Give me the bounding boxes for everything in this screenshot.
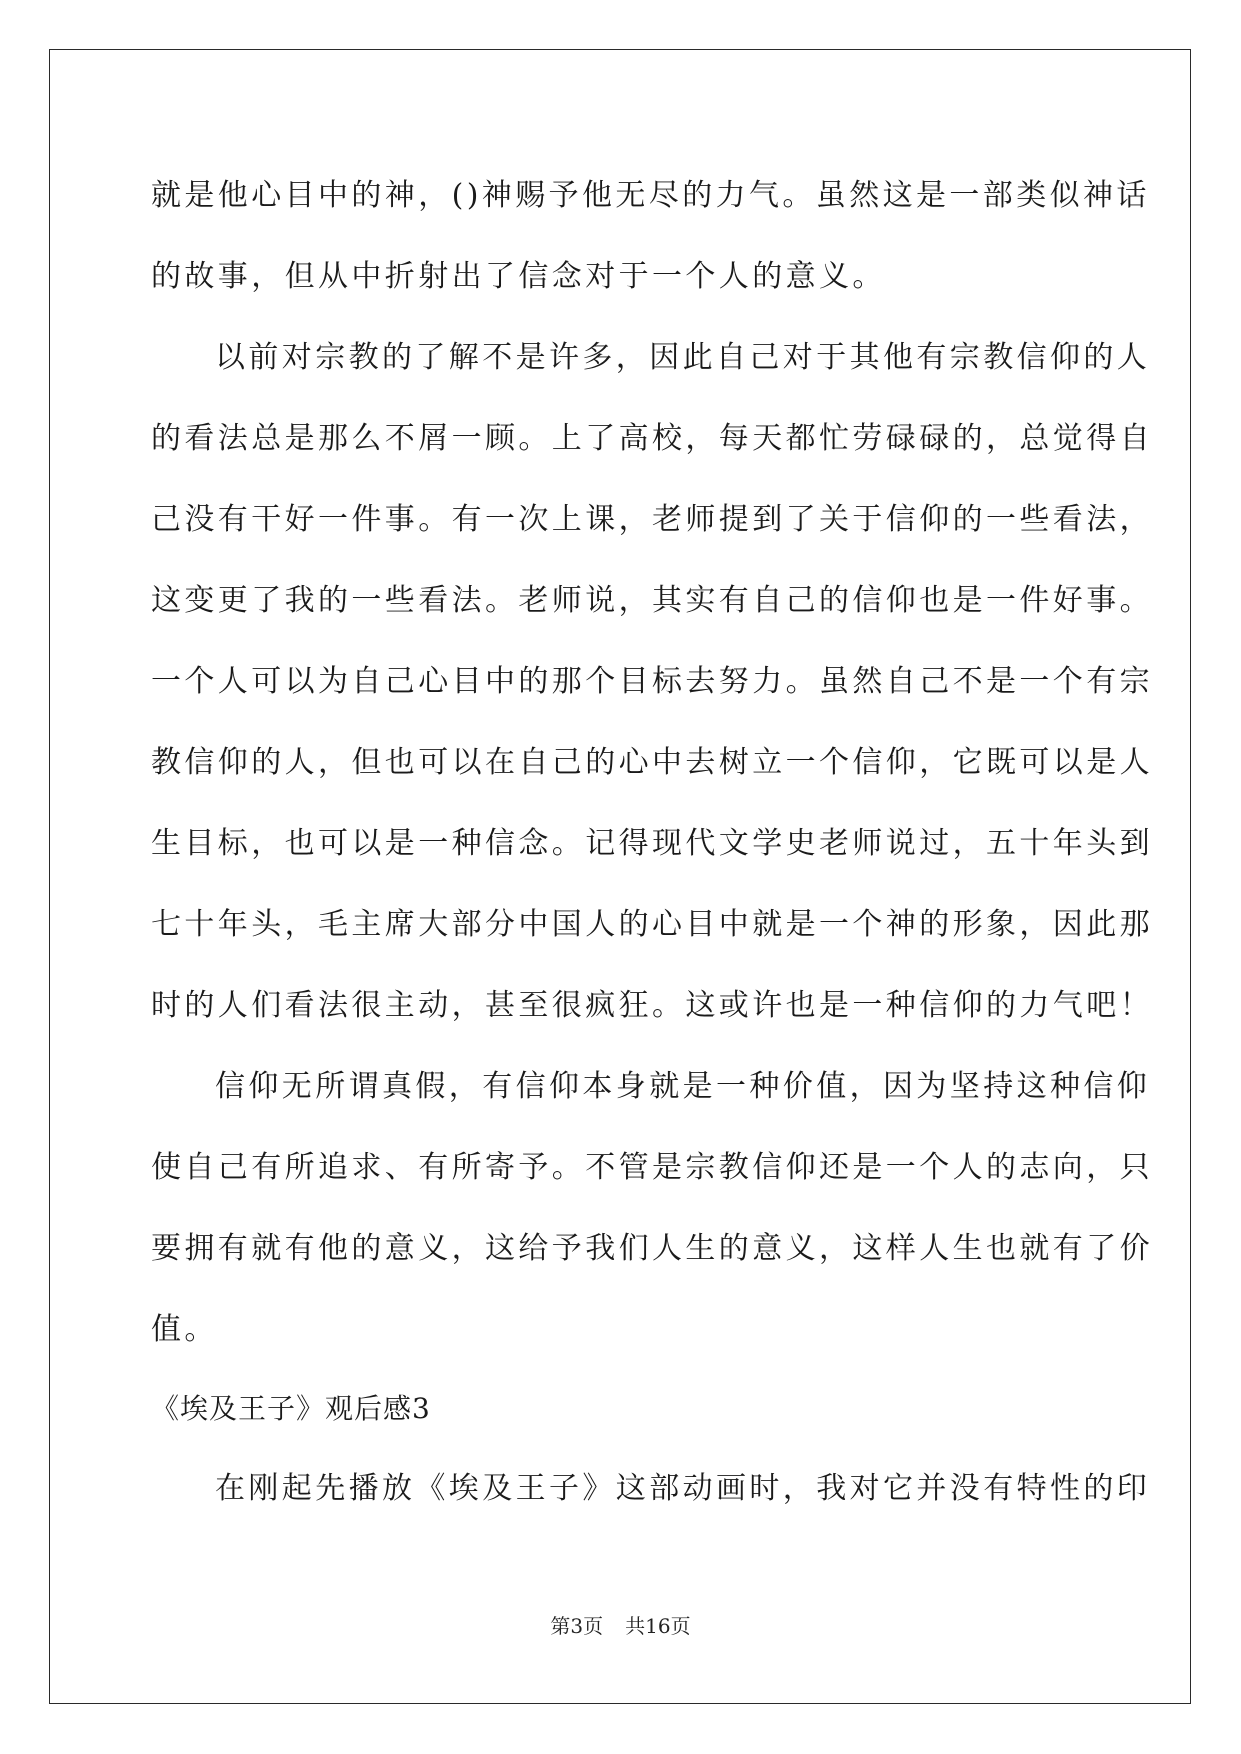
text-line: 的看法总是那么不屑一顾。上了高校，每天都忙劳碌碌的，总觉得自 [151,421,1153,456]
text-line: 要拥有就有他的意义，这给予我们人生的意义，这样人生也就有了价 [151,1231,1153,1266]
paragraph-3 [151,1046,1153,1370]
text-line: 就是他心目中的神，()神赐予他无尽的力气。虽然这是一部类似神话 [151,178,1150,213]
text-line: 使自己有所追求、有所寄予。不管是宗教信仰还是一个人的志向，只 [151,1150,1153,1185]
page-footer [0,1610,1241,1639]
section-heading: 《埃及王子》观后感3 [151,1392,431,1425]
paragraph-1 [151,155,1150,317]
text-line: 己没有干好一件事。有一次上课，老师提到了关于信仰的一些看法， [151,502,1153,537]
paragraph-2 [151,317,1153,1046]
text-line: 生目标，也可以是一种信念。记得现代文学史老师说过，五十年头到 [151,826,1153,861]
text-line: 这变更了我的一些看法。老师说，其实有自己的信仰也是一件好事。 [151,583,1153,618]
text-line: 一个人可以为自己心目中的那个目标去努力。虽然自己不是一个有宗 [151,664,1153,699]
text-line: 时的人们看法很主动，甚至很疯狂。这或许也是一种信仰的力气吧！ [151,988,1153,1023]
text-line: 教信仰的人，但也可以在自己的心中去树立一个信仰，它既可以是人 [151,745,1153,780]
text-line: 值。 [151,1312,218,1347]
document-body [151,155,1153,1529]
page-number: 第3页 [550,1614,604,1638]
text-line: 七十年头，毛主席大部分中国人的心目中就是一个神的形象，因此那 [151,907,1153,942]
text-line: 的故事，但从中折射出了信念对于一个人的意义。 [151,259,886,294]
text-line: 信仰无所谓真假，有信仰本身就是一种价值，因为坚持这种信仰 [215,1069,1151,1104]
text-line: 在刚起先播放《埃及王子》这部动画时，我对它并没有特性的印 [215,1471,1151,1506]
paragraph-4 [151,1448,1151,1529]
page-total: 共16页 [625,1614,691,1638]
text-line: 以前对宗教的了解不是许多，因此自己对于其他有宗教信仰的人 [215,340,1151,375]
